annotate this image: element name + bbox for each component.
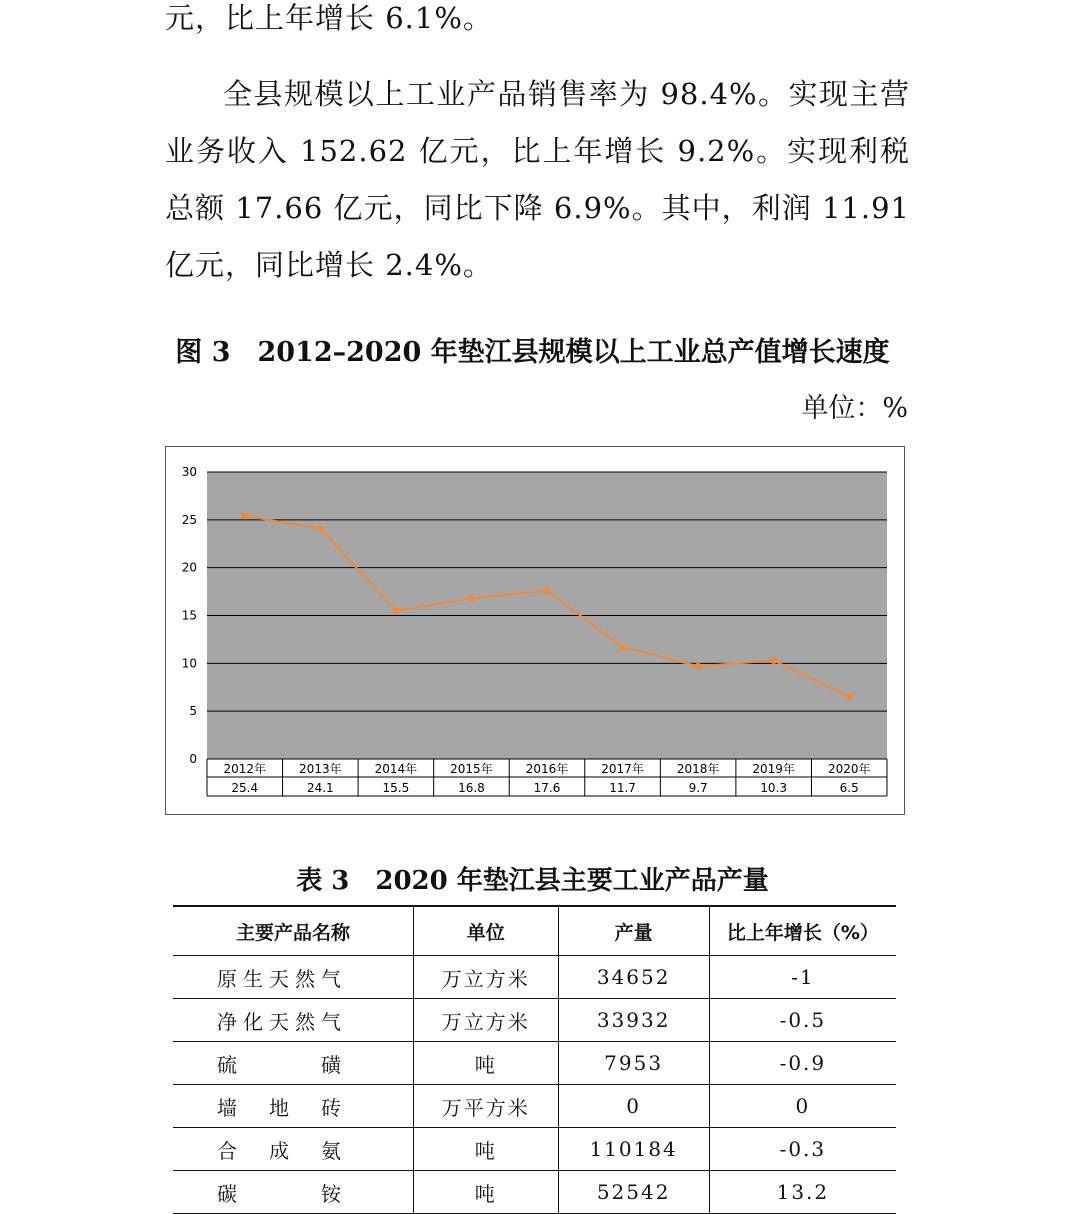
cell-product: 墙 地 砖 — [173, 1085, 414, 1128]
data-point — [770, 657, 777, 664]
cell-unit: 万立方米 — [414, 999, 558, 1042]
table-row — [173, 1128, 896, 1171]
x-category-label: 2012年 — [223, 762, 267, 776]
data-value-label: 11.7 — [609, 781, 636, 795]
data-value-label: 17.6 — [533, 781, 561, 795]
cell-product: 硫 磺 — [173, 1042, 414, 1085]
table-row — [173, 1085, 896, 1128]
cell-output: 52542 — [558, 1171, 709, 1214]
header-growth: 比上年增长（%） — [709, 906, 896, 956]
y-tick-label: 5 — [189, 704, 197, 719]
x-category-label: 2018年 — [676, 762, 720, 776]
table-row — [173, 1171, 896, 1214]
cell-output: 7953 — [558, 1042, 709, 1085]
cell-growth: -0.5 — [709, 999, 896, 1042]
cell-growth: 0 — [709, 1085, 896, 1128]
data-value-label: 15.5 — [382, 781, 410, 795]
x-category-label: 2015年 — [450, 762, 493, 776]
cell-unit: 吨 — [414, 1128, 558, 1171]
cell-growth: -1 — [709, 956, 896, 999]
table-row — [173, 956, 896, 999]
data-value-label: 25.4 — [231, 781, 259, 795]
cell-growth: -0.9 — [709, 1042, 896, 1085]
y-tick-label: 10 — [181, 656, 197, 671]
products-table — [173, 905, 896, 1214]
cell-output: 0 — [558, 1085, 709, 1128]
cell-growth: 13.2 — [709, 1171, 896, 1214]
table-header-row — [173, 906, 896, 956]
figure-title: 图 3 2012–2020 年垫江县规模以上工业总产值增长速度 — [175, 337, 890, 368]
x-category-label: 2020年 — [827, 762, 871, 776]
cell-unit: 吨 — [414, 1042, 558, 1085]
x-category-label: 2014年 — [374, 762, 418, 776]
header-output: 产量 — [558, 906, 709, 956]
data-point — [544, 587, 551, 594]
data-value-label: 16.8 — [458, 781, 485, 795]
chart-svg — [166, 447, 906, 816]
x-category-label: 2019年 — [752, 762, 795, 776]
cell-unit: 万立方米 — [414, 956, 558, 999]
x-category-label: 2016年 — [525, 762, 569, 776]
cell-product: 净化天然气 — [173, 999, 414, 1042]
cell-product: 碳 铵 — [173, 1171, 414, 1214]
y-tick-label: 25 — [181, 512, 197, 527]
data-point — [241, 513, 248, 520]
header-unit: 单位 — [414, 906, 558, 956]
data-point — [392, 607, 399, 614]
data-point — [317, 525, 324, 532]
cell-product: 合 成 氨 — [173, 1128, 414, 1171]
cell-unit: 吨 — [414, 1171, 558, 1214]
cell-growth: -0.3 — [709, 1128, 896, 1171]
cell-output: 33932 — [558, 999, 709, 1042]
figure-unit: 单位：% — [801, 393, 908, 424]
table-row — [173, 999, 896, 1042]
y-tick-label: 15 — [181, 608, 197, 623]
line-chart — [165, 446, 905, 815]
cell-output: 110184 — [558, 1128, 709, 1171]
data-value-label: 10.3 — [760, 781, 788, 795]
y-tick-label: 30 — [181, 465, 197, 479]
data-point — [695, 663, 702, 670]
data-point — [846, 693, 853, 700]
cell-output: 34652 — [558, 956, 709, 999]
x-category-label: 2013年 — [299, 762, 342, 776]
cell-unit: 万平方米 — [414, 1085, 558, 1128]
header-product-name: 主要产品名称 — [173, 906, 414, 956]
paragraph-sales: 全县规模以上工业产品销售率为 98.4%。实现主营业务收入 152.62 亿元，比上年增长 9.2%。实现利税总额 17.66 亿元，同比下降 6.9%。其中，利润 11.91 亿元，同比增长 2.4%。 — [165, 77, 910, 282]
data-value-label: 9.7 — [688, 781, 708, 795]
table-title: 表 3 2020 年垫江县主要工业产品产量 — [296, 866, 769, 896]
y-tick-label: 0 — [189, 752, 197, 766]
y-tick-label: 20 — [181, 560, 197, 575]
cell-product: 原生天然气 — [173, 956, 414, 999]
data-value-label: 6.5 — [839, 781, 859, 795]
data-value-label: 24.1 — [306, 781, 334, 795]
x-category-label: 2017年 — [601, 762, 644, 776]
table-row — [173, 1042, 896, 1085]
data-point — [468, 595, 475, 602]
data-point — [619, 644, 626, 651]
paragraph-continued: 元，比上年增长 6.1%。 — [165, 1, 493, 35]
